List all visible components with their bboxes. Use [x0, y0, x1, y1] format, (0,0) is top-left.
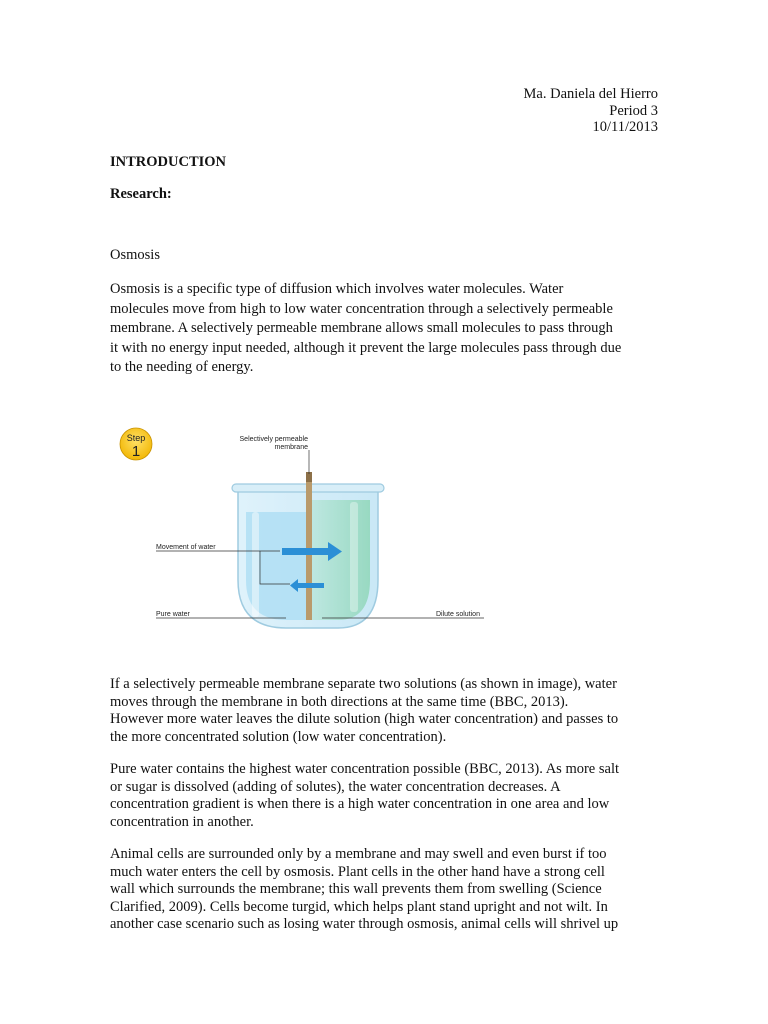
text-line: If a selectively permeable membrane separate two solutions (as shown in image), water	[110, 676, 617, 692]
glass-highlight	[350, 502, 358, 612]
text-line: to the needing of energy.	[110, 359, 254, 375]
movement-of-water-label: Movement of water	[156, 544, 216, 551]
paragraph-animal-plant-cells	[110, 846, 660, 934]
step-number: 1	[131, 443, 141, 460]
author-name: Ma. Daniela del Hierro	[523, 86, 658, 102]
membrane-label-line2: membrane	[274, 444, 308, 451]
text-line: wall which surrounds the membrane; this wall prevents them from swelling (Science	[110, 881, 602, 897]
membrane-label-line1: Selectively permeable	[239, 436, 308, 443]
paragraph-water-concentration	[110, 761, 660, 831]
text-line: it with no energy input needed, although it prevent the large molecules pass through due	[110, 339, 622, 356]
text-line: Clarified, 2009). Cells become turgid, which helps plant stand upright and not wilt. In	[110, 898, 608, 915]
small-arrow-shaft	[298, 583, 324, 588]
large-arrow-shaft	[282, 548, 328, 555]
dilute-solution-label: Dilute solution	[436, 611, 480, 618]
text-line: another case scenario such as losing water through osmosis, animal cells will shrivel up	[110, 916, 619, 932]
dilute-solution-region	[312, 500, 370, 620]
osmosis-subheading: Osmosis	[110, 247, 160, 263]
text-line: However more water leaves the dilute solution (high water concentration) and passes to	[110, 711, 619, 727]
step-label: Step	[126, 433, 146, 443]
document-header	[524, 86, 658, 136]
text-line: molecules move from high to low water concentration through a selectively permeable	[110, 300, 613, 317]
text-line: or sugar is dissolved (adding of solutes), the water concentration decreases. A	[110, 778, 561, 795]
text-line: much water enters the cell by osmosis. Plant cells in the other hand have a strong cell	[110, 863, 605, 880]
paragraph-osmosis-definition	[110, 280, 660, 378]
introduction-heading: INTRODUCTION	[110, 154, 227, 170]
text-line: membrane. A selectively permeable membrane allows small molecules to pass through	[110, 320, 613, 336]
text-line: Animal cells are surrounded only by a membrane and may swell and even burst if too	[110, 846, 607, 862]
text-line: concentration gradient is when there is a high water concentration in one area and low	[110, 796, 610, 812]
glass-highlight	[252, 512, 259, 617]
pure-water-label: Pure water	[156, 611, 190, 618]
step-badge	[120, 428, 152, 460]
document-date: 10/11/2013	[592, 119, 658, 135]
text-line: concentration in another.	[110, 813, 254, 830]
text-line: moves through the membrane in both directions at the same time (BBC, 2013).	[110, 693, 569, 710]
text-line: Osmosis is a specific type of diffusion which involves water molecules. Water	[110, 281, 564, 297]
text-line: the more concentrated solution (low water concentration).	[110, 728, 447, 745]
paragraph-membrane-movement	[110, 676, 660, 746]
osmosis-diagram	[110, 420, 500, 635]
class-period: Period 3	[609, 102, 658, 119]
text-line: Pure water contains the highest water concentration possible (BBC, 2013). As more salt	[110, 761, 620, 777]
research-heading: Research:	[110, 186, 172, 202]
